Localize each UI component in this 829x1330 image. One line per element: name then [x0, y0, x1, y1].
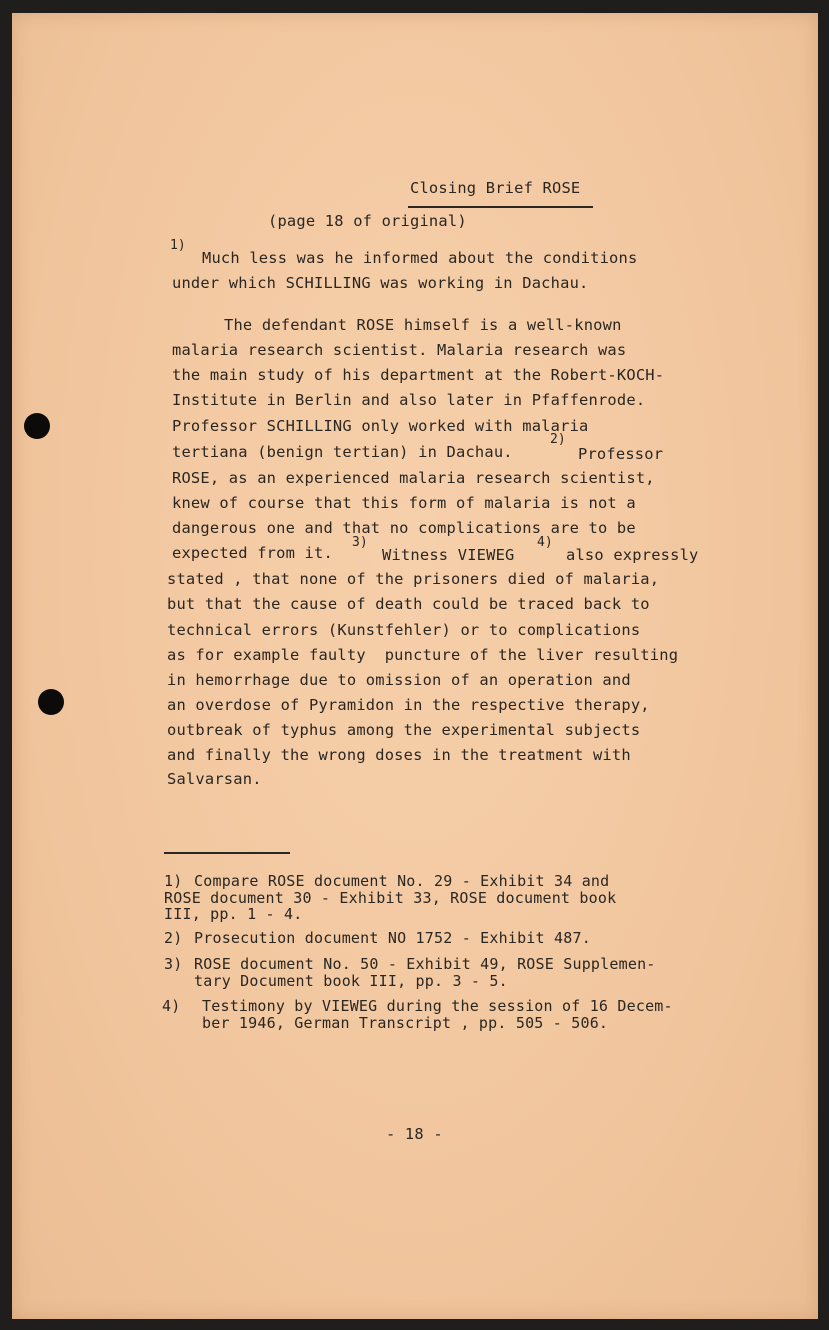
text-line: Salvarsan. — [167, 770, 262, 788]
footnote-marker: 3) — [164, 955, 183, 973]
page-reference: (page 18 of original) — [268, 212, 467, 230]
footnote-marker: 2) — [550, 432, 566, 447]
text-line: Much less was he informed about the conditions — [202, 249, 638, 267]
text-line: the main study of his department at the Robert-KOCH- — [172, 366, 665, 384]
text-line: Witness VIEWEG — [382, 546, 515, 564]
text-line: Professor — [578, 445, 664, 463]
text-line: malaria research scientist. Malaria research was — [172, 341, 627, 359]
text-line: also expressly — [566, 546, 699, 564]
document-page — [12, 13, 818, 1319]
footnote-line: ber 1946, German Transcript , pp. 505 - 506. — [202, 1014, 609, 1032]
footnote-line: Compare ROSE document No. 29 - Exhibit 34 and — [194, 872, 610, 890]
footnote-line: ROSE document 30 - Exhibit 33, ROSE document book — [164, 889, 617, 907]
footnote-marker: 2) — [164, 929, 183, 947]
text-line: as for example faulty puncture of the liver resulting — [167, 646, 679, 664]
text-line: outbreak of typhus among the experimental subjects — [167, 721, 641, 739]
document-title: Closing Brief ROSE — [410, 179, 581, 197]
punch-hole — [38, 689, 64, 715]
text-line: The defendant ROSE himself is a well-known — [224, 316, 622, 334]
text-line: and finally the wrong doses in the treatment with — [167, 746, 631, 764]
footnote-line: Testimony by VIEWEG during the session of 16 Decem- — [202, 997, 673, 1015]
text-line: tertiana (benign tertian) in Dachau. — [172, 443, 513, 461]
footnote-line: Prosecution document NO 1752 - Exhibit 487. — [194, 929, 591, 947]
footnote-separator — [164, 852, 290, 854]
page-number: - 18 - — [386, 1125, 443, 1143]
text-line: dangerous one and that no complications are to be — [172, 519, 636, 537]
punch-hole — [24, 413, 50, 439]
text-line: stated , that none of the prisoners died of malaria, — [167, 570, 660, 588]
text-line: ROSE, as an experienced malaria research scientist, — [172, 469, 655, 487]
text-line: but that the cause of death could be traced back to — [167, 595, 650, 613]
text-line: Institute in Berlin and also later in Pfaffenrode. — [172, 391, 646, 409]
footnote-marker: 4) — [537, 535, 553, 550]
text-line: an overdose of Pyramidon in the respective therapy, — [167, 696, 650, 714]
footnote-marker: 3) — [352, 535, 368, 550]
text-line: technical errors (Kunstfehler) or to complications — [167, 621, 641, 639]
text-line: knew of course that this form of malaria is not a — [172, 494, 636, 512]
footnote-line: tary Document book III, pp. 3 - 5. — [194, 972, 508, 990]
footnote-marker: 4) — [162, 997, 181, 1015]
footnote-line: III, pp. 1 - 4. — [164, 905, 303, 923]
text-line: expected from it. — [172, 544, 333, 562]
text-line: in hemorrhage due to omission of an operation and — [167, 671, 631, 689]
footnote-marker: 1) — [170, 238, 186, 253]
footnote-line: ROSE document No. 50 - Exhibit 49, ROSE Supplemen- — [194, 955, 656, 973]
footnote-marker: 1) — [164, 872, 183, 890]
text-line: under which SCHILLING was working in Dachau. — [172, 274, 589, 292]
text-line: Professor SCHILLING only worked with malaria — [172, 417, 589, 435]
title-underline — [408, 206, 593, 208]
